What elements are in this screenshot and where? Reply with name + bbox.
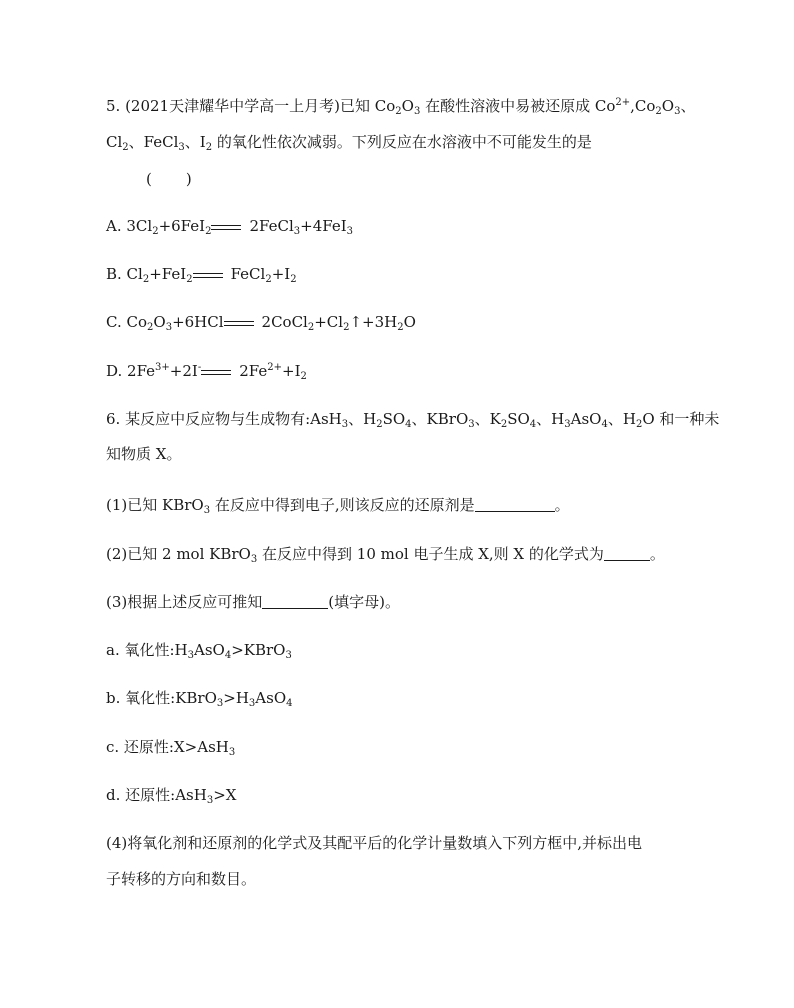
q5-option-c: C. $Co_2O_3+6HCl$ $2CoCl_2+Cl_2↑+3H_2O$	[106, 313, 416, 333]
equals-sign	[193, 273, 223, 278]
q6-stem-line1: 6. 某反应中反应物与生成物有:AsH$_3$、$H_2SO_4$、KBrO$_3$、$K_2SO_4$、$H_3AsO_4$、$H_2O$ 和一种未	[106, 410, 720, 430]
answer-blank[interactable]	[475, 495, 555, 512]
equals-sign	[211, 225, 241, 230]
q6-option-d: d. 还原性:AsH$_3$>X	[106, 786, 237, 806]
equals-sign	[201, 370, 231, 375]
equals-sign	[224, 321, 254, 326]
q5-option-a: A. $3Cl_2+6FeI_2$ 2FeCl$_3$+4FeI$_3$	[106, 217, 354, 237]
q6-part-4-line1: (4)将氧化剂和还原剂的化学式及其配平后的化学计量数填入下列方框中,并标出电	[106, 834, 643, 852]
q6-part-2: (2)已知 2 mol KBrO$_3$ 在反应中得到 10 mol 电子生成 X,则 X 的化学式为 。	[106, 545, 665, 565]
q6-option-a: a. 氧化性$:H_3AsO_4>KBrO_3$	[106, 641, 292, 661]
answer-blank[interactable]	[604, 544, 650, 561]
q6-stem-line2: 知物质 X。	[106, 445, 182, 463]
q6-part-3: (3)根据上述反应可推知 (填字母)。	[106, 593, 400, 611]
q5-stem-line2: $Cl_2$、FeCl$_3$、$I_2$ 的氧化性依次减弱。下列反应在水溶液中不可能发生的是	[106, 133, 592, 153]
q5-option-d: D. $2Fe^{3+}+2I^-$ $2Fe^{2+}+I_2$	[106, 362, 307, 382]
q5-option-b: B. $Cl_2+FeI_2$ $FeCl_2+I_2$	[106, 265, 297, 285]
q6-part-4-line2: 子转移的方向和数目。	[106, 870, 257, 888]
answer-blank[interactable]	[262, 592, 328, 609]
q6-option-b: b. 氧化性$:KBrO_3>H_3AsO_4$	[106, 689, 293, 709]
q5-stem-line1: 5. (2021天津耀华中学高一上月考)已知 $Co_2O_3$ 在酸性溶液中易被还原成 $Co^{2+},Co_2O_3$、	[106, 97, 696, 117]
q6-option-c: c. 还原性:X>AsH$_3$	[106, 738, 236, 758]
q5-answer-paren: ( )	[146, 170, 192, 188]
q6-part-1: (1)已知 KBrO$_3$ 在反应中得到电子,则该反应的还原剂是 。	[106, 496, 570, 516]
